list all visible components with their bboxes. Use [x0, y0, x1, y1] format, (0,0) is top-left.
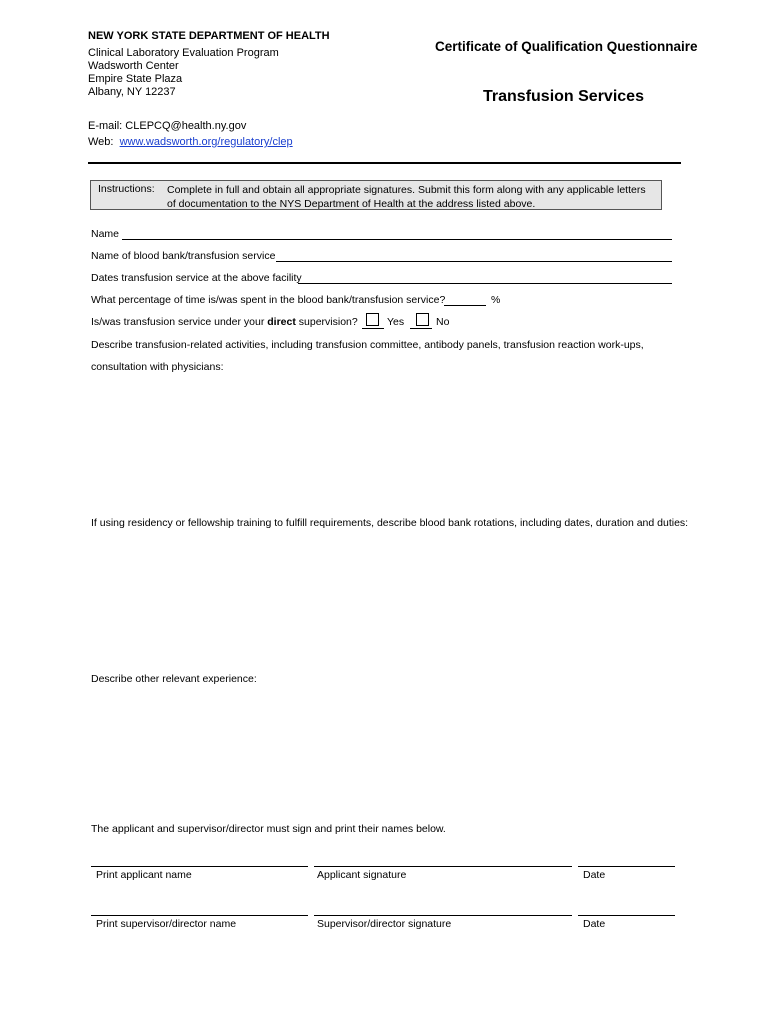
sign-note: The applicant and supervisor/director must sign and print their names below.	[91, 823, 446, 835]
blood-bank-input-line[interactable]	[276, 261, 672, 262]
instructions-box	[90, 180, 662, 210]
supervisor-name-line[interactable]	[91, 915, 308, 916]
form-subtitle: Transfusion Services	[483, 88, 644, 105]
address-line-4: Albany, NY 12237	[88, 86, 176, 98]
blood-bank-label: Name of blood bank/transfusion service	[91, 250, 276, 262]
name-label: Name	[91, 228, 120, 240]
supervision-question	[91, 316, 358, 328]
applicant-signature-label: Applicant signature	[317, 869, 407, 881]
no-checkbox[interactable]	[416, 313, 429, 326]
instructions-label: Instructions:	[98, 183, 155, 195]
email-label: E-mail:	[88, 120, 123, 132]
web-link[interactable]: www.wadsworth.org/regulatory/clep	[119, 136, 293, 148]
percentage-label: What percentage of time is/was spent in the blood bank/transfusion service?	[91, 294, 446, 306]
date2-label: Date	[583, 918, 606, 930]
supervisor-name-label: Print supervisor/director name	[96, 918, 237, 930]
email-row	[88, 120, 246, 132]
dates-input-line[interactable]	[298, 283, 672, 284]
web-label: Web:	[88, 136, 114, 148]
no-underline	[410, 328, 432, 329]
activities-text-2: consultation with physicians:	[91, 361, 224, 373]
yes-label: Yes	[387, 316, 405, 328]
activities-text-1: Describe transfusion-related activities, including transfusion committee, antibody panels, transfusion reaction work-ups,	[91, 339, 644, 351]
date1-line[interactable]	[578, 866, 675, 867]
certificate-title: Certificate of Qualification Questionnaire	[435, 39, 698, 54]
date2-line[interactable]	[578, 915, 675, 916]
name-input-line[interactable]	[122, 239, 672, 240]
residency-text: If using residency or fellowship training to fulfill requirements, describe blood bank rotations, including dates, duration and duties:	[91, 517, 689, 529]
no-label: No	[436, 316, 450, 328]
other-experience-text: Describe other relevant experience:	[91, 673, 257, 685]
agency-name: NEW YORK STATE DEPARTMENT OF HEALTH	[88, 30, 330, 42]
supervision-bold: direct	[267, 316, 296, 328]
supervision-prefix: Is/was transfusion service under your	[91, 316, 265, 328]
address-line-2: Wadsworth Center	[88, 60, 179, 72]
yes-checkbox[interactable]	[366, 313, 379, 326]
supervision-suffix: supervision?	[298, 316, 358, 328]
yes-underline	[362, 328, 384, 329]
supervisor-signature-label: Supervisor/director signature	[317, 918, 452, 930]
applicant-name-line[interactable]	[91, 866, 308, 867]
applicant-name-label: Print applicant name	[96, 869, 192, 881]
supervisor-signature-line[interactable]	[314, 915, 572, 916]
percent-sign: %	[491, 294, 501, 306]
address-line-3: Empire State Plaza	[88, 73, 183, 85]
dates-label: Dates transfusion service at the above facility	[91, 272, 302, 284]
email-address[interactable]: CLEPCQ@health.ny.gov	[125, 120, 247, 132]
applicant-signature-line[interactable]	[314, 866, 572, 867]
percentage-input-line[interactable]	[444, 305, 486, 306]
instructions-text: Complete in full and obtain all appropriate signatures. Submit this form along with any applicable letters of documentation to the NYS Department of Health at the address listed above.	[167, 184, 646, 210]
date1-label: Date	[583, 869, 606, 881]
address-line-1: Clinical Laboratory Evaluation Program	[88, 47, 279, 59]
web-row	[88, 136, 293, 148]
header-divider	[88, 162, 681, 164]
